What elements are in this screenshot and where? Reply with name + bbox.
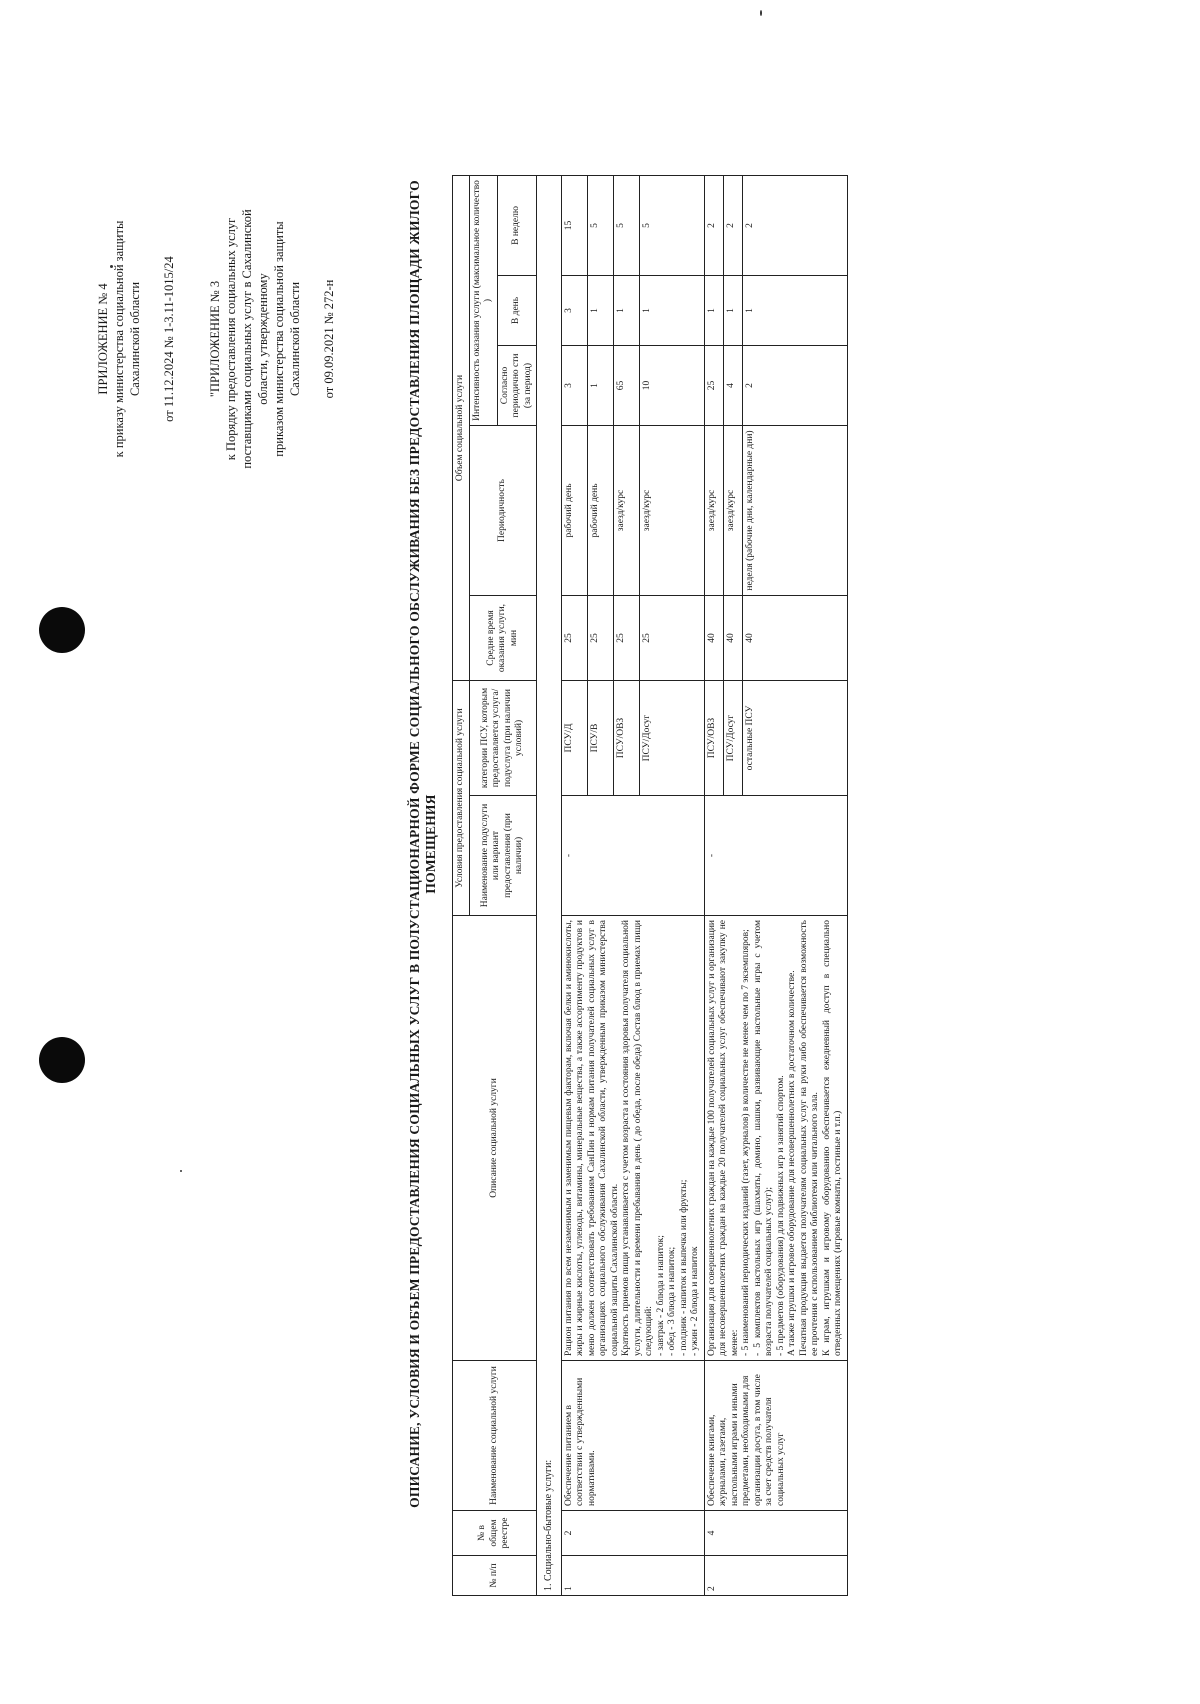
periodicity: заезд/курс (639, 426, 704, 596)
header-subservice-name: Наименование подуслуги или вариант предоставления (при наличии) (469, 796, 537, 916)
appendix4-date: от 11.12.2024 № 1-3.11-1015/24 (162, 256, 176, 422)
description-line: - завтрак - 2 блюда и напиток; (655, 1235, 666, 1356)
appendix3-title: "ПРИЛОЖЕНИЕ № 3 (208, 280, 222, 398)
psu-category: ПСУ/Досуг (723, 681, 742, 796)
per-day: 1 (742, 276, 847, 346)
periodicity: заезд/курс (613, 426, 639, 596)
per-week: 2 (704, 175, 723, 275)
per-period: 25 (704, 346, 723, 426)
header-registry-num: № в общем реестре (453, 1511, 537, 1556)
psu-category: ПСУ/ОВЗ (613, 681, 639, 796)
table-row (561, 175, 587, 1595)
row-service-name: Обеспечение книгами, журналами, газетами, настольными играми и иными предметами, необходимыми для организации досуга, в том числе за счет средств получателя социальных услуг (704, 1361, 847, 1511)
row-subservice: - (561, 796, 704, 916)
appendix3-line2: поставщиками социальных услуг в Сахалинской (240, 209, 254, 469)
row-subservice: - (704, 796, 847, 916)
avg-time: 40 (723, 596, 742, 681)
description-line: К играм, игрушкам и игровому оборудованию обеспечивается ежедневный доступ в специально отведенных помещениях (игровые комнаты, гостиные и т.п.) (821, 920, 843, 1356)
per-period: 65 (613, 346, 639, 426)
row-description (704, 916, 847, 1361)
avg-time: 40 (704, 596, 723, 681)
row-description (561, 916, 704, 1361)
description-line: А также игрушки и игровое оборудование для несовершеннолетних в достаточном количестве. (787, 970, 797, 1356)
per-week: 5 (639, 175, 704, 275)
description-line: Рацион питания по всем незаменимым и заменимым пищевым факторам, включая белки и аминокислоты, жиры и жирные кислоты, углеводы, витамины, минеральные вещества, а также ассортименту продуктов и меню должен соответствовать требованиям СанПин и нормам питания получателей социальных услуг в организациях социального обслуживания Сахалинской области, утвержденным приказом министерства социальной защиты Сахалинской области. (563, 920, 620, 1356)
section-title: 1. Социально-бытовые услуги: (537, 175, 562, 1595)
per-period: 3 (561, 346, 587, 426)
per-week: 5 (613, 175, 639, 275)
description-line: - 5 наименований периодических изданий (газет, журналов) в количестве не менее чем по 7 экземпляров; (741, 929, 751, 1356)
document-title: ОПИСАНИЕ, УСЛОВИЯ И ОБЪЕМ ПРЕДОСТАВЛЕНИЯ СОЦИАЛЬНЫХ УСЛУГ В ПОЛУСТАЦИОНАРНОЙ ФОРМЕ СОЦИАЛЬНОГО ОБСЛУЖИВАНИЯ БЕЗ ПРЕДОСТАВЛЕНИЯ ПЛОЩАДИ ЖИЛОГО ПОМЕЩЕНИЯ (407, 180, 438, 1508)
header-num: № п/п (453, 1556, 537, 1596)
psu-category: ПСУ/Досуг (639, 681, 704, 796)
header-per-day: В день (497, 276, 537, 346)
row-registry-num: 4 (704, 1511, 847, 1556)
header-conditions: Условия предоставления социальной услуги (453, 681, 470, 916)
row-num: 2 (704, 1556, 847, 1596)
per-day: 1 (723, 276, 742, 346)
header-intensity: Интенсивность оказания услуги (максимальное количество ) (469, 175, 497, 425)
row-service-name: Обеспечение питанием в соответствии с утвержденными нормативами. (561, 1361, 704, 1511)
services-table (452, 175, 848, 1596)
per-day: 1 (613, 276, 639, 346)
periodicity: рабочий день (561, 426, 587, 596)
psu-category: остальные ПСУ (742, 681, 847, 796)
appendix3-line1: к Порядку предоставления социальных услуг (224, 217, 238, 461)
per-day: 1 (587, 276, 613, 346)
per-period: 10 (639, 346, 704, 426)
per-week: 2 (723, 175, 742, 275)
psu-category: ПСУ/ОВЗ (704, 681, 723, 796)
description-line: Кратность приемов пищи устанавливается с учетом возраста и состояния здоровья получателя социальной услуги, длительности и времени пребывания в день ( до обеда, после обеда) Состав блюд в приемах пищи следующий: (621, 920, 654, 1356)
appendix4-title: ПРИЛОЖЕНИЕ № 4 (96, 283, 110, 395)
per-day: 3 (561, 276, 587, 346)
per-day: 1 (704, 276, 723, 346)
appendix4-to: к приказу министерства социальной защиты (112, 220, 126, 458)
appendix3-line4: приказом министерства социальной защиты (272, 221, 286, 457)
per-week: 2 (742, 175, 847, 275)
per-period: 4 (723, 346, 742, 426)
description-line: Печатная продукция выдается получателям социальных услуг на руки либо обеспечивается возможность ее прочтения с использованием библиотеки или читального зала. (798, 920, 820, 1356)
periodicity: неделя (рабочие дни, календарные дни) (742, 426, 847, 596)
avg-time: 25 (587, 596, 613, 681)
avg-time: 40 (742, 596, 847, 681)
header-avg-time: Средне время оказания услуги, мин (469, 596, 537, 681)
avg-time: 25 (613, 596, 639, 681)
description-line: - полдник - напиток и выпечка или фрукты; (678, 1179, 689, 1356)
row-num: 1 (561, 1556, 704, 1596)
periodicity: заезд/курс (723, 426, 742, 596)
periodicity: рабочий день (587, 426, 613, 596)
header-psu-category: категории ПСУ, которым предоставляется услуга/ подуслуга (при наличии условий) (469, 681, 537, 796)
header-volume: Объем социальной услуги (453, 175, 470, 680)
per-week: 15 (561, 175, 587, 275)
header-periodicity: Периодичность (469, 426, 537, 596)
avg-time: 25 (561, 596, 587, 681)
row-registry-num: 2 (561, 1511, 704, 1556)
description-line: - ужин - 2 блюда и напиток (690, 1246, 700, 1356)
header-per-period: Согласно периодично сти (за период) (497, 346, 537, 426)
appendix3-date: от 09.09.2021 № 272-н (322, 279, 336, 399)
header-description: Описание социальной услуги (453, 916, 537, 1361)
psu-category: ПСУ/В (587, 681, 613, 796)
per-week: 5 (587, 175, 613, 275)
appendix3-line5: Сахалинской области (288, 281, 302, 397)
header-per-week: В неделю (497, 175, 537, 275)
avg-time: 25 (639, 596, 704, 681)
appendix4-region: Сахалинской области (128, 281, 142, 397)
description-line: - 5 предметов (оборудования) для подвижных игр и занятий спортом. (775, 1075, 786, 1356)
header-service-name: Наименование социальной услуги (453, 1361, 537, 1511)
per-period: 2 (742, 346, 847, 426)
per-day: 1 (639, 276, 704, 346)
description-line: - обед - 3 блюда и напиток; (667, 1246, 677, 1356)
appendix3-line3: области, утвержденному (256, 273, 270, 405)
periodicity: заезд/курс (704, 426, 723, 596)
description-line: Организация для совершеннолетних граждан на каждые 100 получателей социальных услуг и организации для несовершеннолетних граждан на каждые 20 получателей социальных услуг обеспечивают закупку не менее: (706, 920, 740, 1356)
psu-category: ПСУ/Д (561, 681, 587, 796)
appendix-header (95, 159, 337, 519)
description-line: - 5 комплектов настольных игр (шахматы, домино, шашки, развивающие настольные игры с учетом возраста получателей социальных услуг); (752, 920, 774, 1356)
per-period: 1 (587, 346, 613, 426)
table-row (704, 175, 723, 1595)
